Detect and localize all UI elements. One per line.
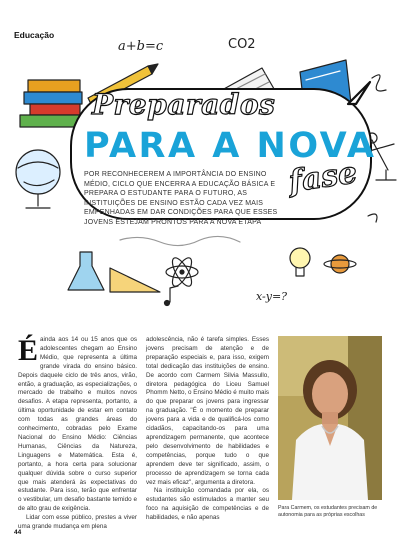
paragraph: Na instituição comandada por ela, os estudantes são estimulados a manter seu foco na aquisição de competências e de habilidades, e não apenas <box>146 487 269 522</box>
photo-caption: Para Carmem, os estudantes precisam de autonomia para as próprias escolhas <box>278 505 378 518</box>
portrait-photo <box>278 336 382 500</box>
paragraph: ainda aos 14 ou 15 anos que os adolescentes chegam ao Ensino Médio, que representa a última grande virada do ensino básico. Depois daquele ciclo de três anos, virão, então, a graduação, as especializações, o mercado de trabalho e muitos novos desafios. A etapa representa, portanto, a última oportunidade de estar em contato com todas as grandes áreas do conhecimento, cobradas pelo Exame Nacional do Ensino Médio: Ciências Humanas, Ciências da Natureza, Linguagens e Matemática. Esta é, portanto, a hora certa para solucionar qualquer dúvida sobre o curso superior que mais atenderá às expectativas do estudante. Para isso, terão que enfrentar o vestibular, um desafio bastante temido e de alto grau de exigência. <box>18 336 137 513</box>
flask-icon <box>68 252 104 290</box>
atom-icon <box>166 255 198 289</box>
article-column-1 <box>18 336 137 532</box>
ruler-icon <box>110 268 160 292</box>
headline-main: PARA A NOVA <box>84 126 377 166</box>
page-number: 44 <box>14 529 22 536</box>
books-icon <box>20 80 82 127</box>
paragraph: adolescência, não é tarefa simples. Esses jovens precisam de atenção e de preparação especiais e, para isso, exigem total dedicação das instituições de ensino. De acordo com Carmem Silvia Massullo, diretora pedagógica do Liceu Samuel Phomm Netto, o Ensino Médio é muito mais do que preparar os jovens para ingressar na graduação. "É o momento de preparar jovens para a vida e de qualificá-los como cidadãos, capacitando-os para uma aprendizagem permanente, que acontece pelo desenvolvimento de habilidades e competências, porque tudo o que aprendem deve ter significado, assim, o processo de aprendizagem se torna cada vez mais eficaz", argumenta a diretora. <box>146 336 269 486</box>
headline-script: Preparados <box>92 88 276 121</box>
formula-text-1: a+b=c <box>118 39 164 54</box>
lead-paragraph: POR RECONHECEREM A IMPORTÂNCIA DO ENSINO MÉDIO, CICLO QUE ENCERRA A EDUCAÇÃO BÁSICA E PREPARA O ESTUDANTE PARA O FUTURO, AS INSTITUIÇÕES DE ENSINO ESTÃO CADA VEZ MAIS EMPENHADAS EM DAR CONDIÇÕES PARA QUE ESSES JOVENS ESTEJAM PRONTOS PARA A NOVA ETAPA <box>84 171 278 226</box>
formula-text-2: CO2 <box>228 37 256 52</box>
globe-icon <box>16 150 60 208</box>
planet-icon <box>324 255 356 273</box>
music-note-icon <box>165 286 179 306</box>
light-bulb-icon <box>290 248 310 276</box>
paragraph: Lidar com esse público, prestes a viver uma grande mudança em plena <box>18 514 137 531</box>
speech-bubble-tail <box>346 80 372 106</box>
section-label: Educação <box>14 30 55 40</box>
drop-cap: É <box>18 334 39 367</box>
headline-fase: fase <box>286 155 360 200</box>
formula-text-3: x-y=? <box>256 290 288 303</box>
portrait-illustration <box>278 336 382 500</box>
article-column-2 <box>146 336 269 523</box>
